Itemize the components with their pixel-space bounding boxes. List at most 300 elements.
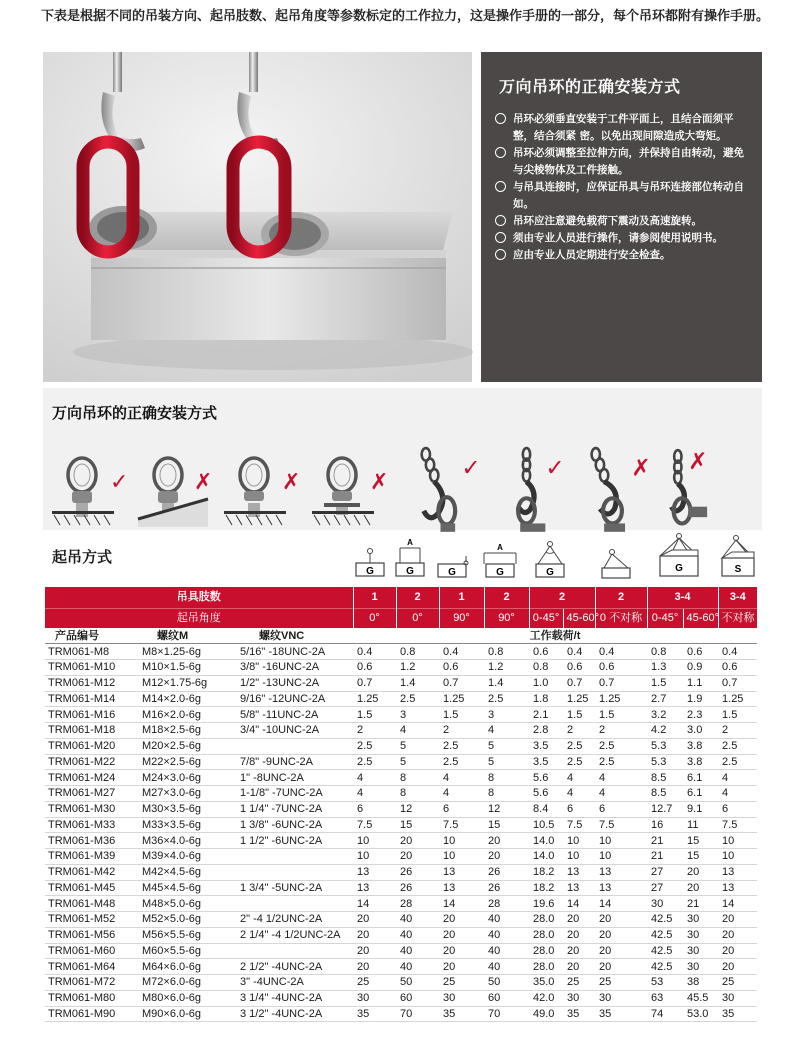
load-cell: 4 (353, 770, 396, 786)
table-row (45, 849, 757, 865)
product-code-cell: TRM061-M90 (45, 1006, 139, 1022)
load-cell: 0.8 (484, 644, 529, 660)
mount-slope-wrong-icon (138, 446, 218, 536)
product-code-cell: TRM061-M64 (45, 959, 139, 975)
legs-cell: 3-4 (647, 587, 718, 608)
load-cell: 26 (396, 880, 439, 896)
load-cell: 35 (563, 1006, 595, 1022)
load-cell: 15 (484, 817, 529, 833)
table-row (45, 754, 757, 770)
load-cell: 0.6 (439, 660, 484, 676)
load-cell: 20 (396, 833, 439, 849)
load-cell: 25 (439, 975, 484, 991)
table-row (45, 660, 757, 676)
product-code-cell: TRM061-M18 (45, 723, 139, 739)
check-mark: ✓ (110, 470, 129, 495)
g-letter: G (406, 566, 414, 577)
load-cell: 10 (595, 849, 647, 865)
load-cell: 74 (647, 1006, 683, 1022)
load-cell: 30 (647, 896, 683, 912)
thread-m-cell: M18×2.5-6g (139, 723, 237, 739)
load-cell: 21 (683, 896, 718, 912)
thread-m-cell: M39×4.0-6g (139, 849, 237, 865)
g-letter: G (366, 566, 374, 577)
load-cell: 0.7 (718, 675, 757, 691)
load-cell: 6 (718, 801, 757, 817)
load-cell: 0.4 (718, 644, 757, 660)
load-cell: 8 (484, 770, 529, 786)
load-cell: 4 (595, 786, 647, 802)
load-cell: 20 (718, 927, 757, 943)
load-cell: 4 (563, 786, 595, 802)
product-code-cell: TRM061-M24 (45, 770, 139, 786)
angle-cell: 90° (439, 608, 484, 628)
load-cell: 25 (595, 975, 647, 991)
product-code-cell: TRM061-M80 (45, 990, 139, 1006)
thread-vnc-cell: 1" -8UNC-2A (237, 770, 353, 786)
load-cell: 6 (563, 801, 595, 817)
circle-bullet-icon (495, 215, 506, 226)
angle-cell: 不对称 (718, 608, 757, 628)
load-cell: 10 (563, 833, 595, 849)
thread-vnc-cell: 1 1/4" -7UNC-2A (237, 801, 353, 817)
load-cell: 13 (353, 864, 396, 880)
load-cell: 18.2 (529, 864, 563, 880)
load-cell: 1.1 (683, 675, 718, 691)
load-cell: 13 (563, 880, 595, 896)
load-cell: 3.2 (647, 707, 683, 723)
load-cell: 1.2 (396, 660, 439, 676)
load-cell: 20 (439, 912, 484, 928)
load-cell: 20 (595, 927, 647, 943)
load-cell: 3 (396, 707, 439, 723)
intro-text: 下表是根据不同的吊装方向、起吊肢数、起吊角度等参数标定的工作拉力，这是操作手册的一部分，每个吊环都附有操作手册。 (41, 9, 770, 24)
infobox-item: 须由专业人员进行操作，请参阅使用说明书。 (495, 230, 748, 247)
load-cell: 6.1 (683, 786, 718, 802)
load-cell: 1.4 (396, 675, 439, 691)
load-cell: 2.5 (484, 691, 529, 707)
table-row (45, 770, 757, 786)
angle-cell: 90° (484, 608, 529, 628)
load-cell: 35 (595, 1006, 647, 1022)
g-letter: G (675, 563, 683, 574)
load-cell: 40 (396, 927, 439, 943)
load-cell: 7.5 (718, 817, 757, 833)
load-cell: 1.5 (563, 707, 595, 723)
table-row (45, 817, 757, 833)
load-cell: 1.25 (595, 691, 647, 707)
load-cell: 2.1 (529, 707, 563, 723)
thread-vnc-cell: 2 1/4" -4 1/2UNC-2A (237, 927, 353, 943)
legs-header-row (45, 587, 757, 608)
load-cell: 4.2 (647, 723, 683, 739)
load-cell: 6 (595, 801, 647, 817)
load-cell: 40 (396, 943, 439, 959)
load-cell: 0.6 (529, 644, 563, 660)
load-cell: 12 (484, 801, 529, 817)
load-cell: 8.5 (647, 786, 683, 802)
cross-mark: ✗ (370, 470, 389, 495)
load-cell: 45.5 (683, 990, 718, 1006)
load-cell: 0.7 (353, 675, 396, 691)
load-cell: 2.5 (439, 738, 484, 754)
load-cell: 14 (353, 896, 396, 912)
thread-m-cell: M27×3.0-6g (139, 786, 237, 802)
load-cell: 20 (563, 959, 595, 975)
circle-bullet-icon (495, 232, 506, 243)
load-cell: 14.0 (529, 833, 563, 849)
load-cell: 5.6 (529, 786, 563, 802)
table-row (45, 959, 757, 975)
table-body (45, 644, 757, 1022)
load-cell: 2 (563, 723, 595, 739)
load-cell: 5 (396, 738, 439, 754)
thread-vnc-cell: 3 1/2" -4UNC-2A (237, 1006, 353, 1022)
load-cell: 20 (718, 912, 757, 928)
lift-double-angle-icon (532, 540, 568, 580)
load-cell: 28 (396, 896, 439, 912)
load-cell: 1.4 (484, 675, 529, 691)
thread-m-cell: M12×1.75-6g (139, 675, 237, 691)
load-cell: 4 (396, 723, 439, 739)
hook-twisted-wrong-icon (584, 446, 664, 536)
s-letter: S (734, 564, 742, 575)
load-cell: 21 (647, 833, 683, 849)
load-cell: 26 (396, 864, 439, 880)
thread-m-cell: M90×6.0-6g (139, 1006, 237, 1022)
load-cell: 20 (595, 959, 647, 975)
load-cell: 30 (683, 927, 718, 943)
thread-vnc-cell: 1 3/8" -6UNC-2A (237, 817, 353, 833)
g-letter: G (546, 567, 554, 578)
load-cell: 20 (439, 959, 484, 975)
load-cell: 0.8 (529, 660, 563, 676)
load-cell: 60 (484, 990, 529, 1006)
load-cell: 2 (353, 723, 396, 739)
product-code-cell: TRM061-M45 (45, 880, 139, 896)
thread-m-cell: M48×5.0-6g (139, 896, 237, 912)
load-cell: 10.5 (529, 817, 563, 833)
legs-cell: 2 (484, 587, 529, 608)
load-cell: 10 (595, 833, 647, 849)
thread-vnc-cell (237, 864, 353, 880)
table-row (45, 943, 757, 959)
load-cell: 13 (718, 864, 757, 880)
load-cell: 20 (353, 912, 396, 928)
load-cell: 2.5 (595, 738, 647, 754)
load-cell: 28.0 (529, 927, 563, 943)
installation-section-title: 万向吊环的正确安装方式 (52, 404, 218, 422)
hook-vertical-correct-icon (498, 446, 578, 536)
thread-vnc-cell: 3" -4UNC-2A (237, 975, 353, 991)
load-cell: 50 (396, 975, 439, 991)
load-cell: 28.0 (529, 912, 563, 928)
table-row (45, 833, 757, 849)
load-cell: 35 (439, 1006, 484, 1022)
load-cell: 26 (484, 880, 529, 896)
load-cell: 4 (439, 770, 484, 786)
load-cell: 28 (484, 896, 529, 912)
load-cell: 19.6 (529, 896, 563, 912)
load-cell: 8.5 (647, 770, 683, 786)
angle-cell: 45-60° (683, 608, 718, 628)
infobox-item: 与吊具连接时，应保证吊具与吊环连接部位转动自如。 (495, 179, 748, 213)
load-cell: 14 (439, 896, 484, 912)
angle-cell: 0-45° (529, 608, 563, 628)
load-cell: 53 (647, 975, 683, 991)
load-cell: 2.5 (595, 754, 647, 770)
load-cell: 35 (718, 1006, 757, 1022)
load-cell: 20 (683, 880, 718, 896)
load-cell: 42.5 (647, 927, 683, 943)
load-cell: 0.6 (683, 644, 718, 660)
load-cell: 2.5 (396, 691, 439, 707)
lift-multi-leg-icon (652, 532, 706, 580)
legs-cell: 2 (396, 587, 439, 608)
load-cell: 25 (718, 975, 757, 991)
cross-mark: ✗ (631, 455, 651, 482)
thread-vnc-cell: 3/8" -16UNC-2A (237, 660, 353, 676)
thread-vnc-cell: 1/2" -13UNC-2A (237, 675, 353, 691)
thread-m-cell: M36×4.0-6g (139, 833, 237, 849)
load-cell: 3.0 (683, 723, 718, 739)
load-cell: 40 (484, 943, 529, 959)
load-cell: 20 (439, 943, 484, 959)
thread-m-cell: M42×4.5-6g (139, 864, 237, 880)
a-letter: A (407, 538, 413, 547)
load-cell: 0.4 (439, 644, 484, 660)
load-cell: 28.0 (529, 943, 563, 959)
load-cell: 10 (353, 849, 396, 865)
angle-cell: 0° (353, 608, 396, 628)
load-cell: 40 (396, 912, 439, 928)
load-cell: 5 (484, 738, 529, 754)
product-code-cell: TRM061-M36 (45, 833, 139, 849)
load-cell: 28.0 (529, 959, 563, 975)
table-row (45, 801, 757, 817)
cross-mark: ✗ (688, 449, 708, 476)
product-code-cell: TRM061-M30 (45, 801, 139, 817)
load-cell: 13 (595, 880, 647, 896)
legs-cell: 3-4 (718, 587, 757, 608)
load-cell: 20 (353, 927, 396, 943)
product-code-cell: TRM061-M12 (45, 675, 139, 691)
infobox-list (495, 111, 748, 264)
load-cell: 3.5 (529, 754, 563, 770)
load-cell: 1.5 (595, 707, 647, 723)
load-cell: 6 (353, 801, 396, 817)
table-row (45, 975, 757, 991)
thread-m-cell: M33×3.5-6g (139, 817, 237, 833)
lift-double-side-icon (480, 542, 520, 580)
col-thread-vnc: 螺纹VNC (237, 628, 353, 644)
table-row (45, 707, 757, 723)
thread-vnc-cell: 9/16" -12UNC-2A (237, 691, 353, 707)
load-cell: 30 (439, 990, 484, 1006)
load-cell: 30 (563, 990, 595, 1006)
angle-cell: 45-60° (563, 608, 595, 628)
thread-vnc-cell: 7/8" -9UNC-2A (237, 754, 353, 770)
load-cell: 20 (563, 912, 595, 928)
load-cell: 63 (647, 990, 683, 1006)
load-cell: 6.1 (683, 770, 718, 786)
load-cell: 10 (439, 833, 484, 849)
load-cell: 15 (396, 817, 439, 833)
load-cell: 20 (396, 849, 439, 865)
load-cell: 13 (439, 880, 484, 896)
load-cell: 30 (595, 990, 647, 1006)
legs-label: 吊具肢数 (45, 587, 353, 608)
load-cell: 2.5 (563, 754, 595, 770)
thread-m-cell: M14×2.0-6g (139, 691, 237, 707)
table-row (45, 738, 757, 754)
load-cell: 14 (718, 896, 757, 912)
load-cell: 13 (439, 864, 484, 880)
product-code-cell: TRM061-M20 (45, 738, 139, 754)
load-cell: 1.9 (683, 691, 718, 707)
load-cell: 20 (718, 959, 757, 975)
load-cell: 53.0 (683, 1006, 718, 1022)
load-cell: 5.3 (647, 754, 683, 770)
circle-bullet-icon (495, 147, 506, 158)
table-row (45, 1006, 757, 1022)
load-cell: 2.5 (353, 754, 396, 770)
load-cell: 3.8 (683, 754, 718, 770)
load-cell: 20 (563, 943, 595, 959)
product-code-cell: TRM061-M48 (45, 896, 139, 912)
load-cell: 4 (718, 770, 757, 786)
mount-gap-wrong-icon (224, 446, 304, 536)
load-cell: 4 (563, 770, 595, 786)
col-thread-m: 螺纹M (139, 628, 237, 644)
check-mark: ✓ (461, 455, 481, 482)
load-cell: 0.6 (718, 660, 757, 676)
load-cell: 8 (396, 786, 439, 802)
angle-cell: 0° (396, 608, 439, 628)
lift-single-vertical-icon (352, 548, 388, 578)
product-code-cell: TRM061-M8 (45, 644, 139, 660)
load-cell: 3 (484, 707, 529, 723)
table-row (45, 723, 757, 739)
load-cell: 20 (439, 927, 484, 943)
load-cell: 5.6 (529, 770, 563, 786)
product-code-cell: TRM061-M60 (45, 943, 139, 959)
load-cell: 4 (484, 723, 529, 739)
load-cell: 10 (439, 849, 484, 865)
thread-m-cell: M52×5.0-6g (139, 912, 237, 928)
load-cell: 12.7 (647, 801, 683, 817)
load-cell: 14.0 (529, 849, 563, 865)
load-cell: 16 (647, 817, 683, 833)
load-cell: 40 (484, 959, 529, 975)
cross-mark: ✗ (194, 470, 213, 495)
load-cell: 40 (484, 912, 529, 928)
thread-vnc-cell: 1-1/8" -7UNC-2A (237, 786, 353, 802)
column-header-row (45, 628, 757, 644)
load-cell: 2.3 (683, 707, 718, 723)
thread-vnc-cell: 1 1/2" -6UNC-2A (237, 833, 353, 849)
load-cell: 7.5 (595, 817, 647, 833)
load-cell: 42.5 (647, 912, 683, 928)
thread-vnc-cell: 5/8" -11UNC-2A (237, 707, 353, 723)
lift-single-side-icon (436, 554, 476, 580)
table-row (45, 990, 757, 1006)
load-cell: 20 (595, 912, 647, 928)
load-cell: 11 (683, 817, 718, 833)
load-cell: 10 (718, 849, 757, 865)
load-cell: 35.0 (529, 975, 563, 991)
thread-vnc-cell (237, 738, 353, 754)
thread-vnc-cell: 1 3/4" -5UNC-2A (237, 880, 353, 896)
circle-bullet-icon (495, 113, 506, 124)
thread-m-cell: M30×3.5-6g (139, 801, 237, 817)
lift-double-vertical-icon (392, 536, 428, 578)
g-letter: G (496, 567, 504, 578)
mount-washer-wrong-icon (312, 446, 392, 536)
load-cell: 42.0 (529, 990, 563, 1006)
table-row (45, 864, 757, 880)
load-cell: 5 (484, 754, 529, 770)
thread-m-cell: M80×6.0-6g (139, 990, 237, 1006)
load-cell: 0.8 (396, 644, 439, 660)
product-photo (43, 52, 472, 382)
load-cell: 2 (439, 723, 484, 739)
legs-cell: 2 (595, 587, 647, 608)
thread-m-cell: M24×3.0-6g (139, 770, 237, 786)
legs-cell: 2 (529, 587, 595, 608)
installation-infobox (481, 52, 762, 382)
load-cell: 25 (353, 975, 396, 991)
load-cell: 4 (439, 786, 484, 802)
thread-vnc-cell: 5/16" -18UNC-2A (237, 644, 353, 660)
load-cell: 15 (683, 833, 718, 849)
load-cell: 49.0 (529, 1006, 563, 1022)
load-cell: 2.5 (563, 738, 595, 754)
load-cell: 0.6 (595, 660, 647, 676)
load-cell: 15 (683, 849, 718, 865)
load-cell: 50 (484, 975, 529, 991)
load-cell: 0.8 (647, 644, 683, 660)
load-cell: 0.7 (595, 675, 647, 691)
angle-cell: 0-45° (647, 608, 683, 628)
load-cell: 35 (353, 1006, 396, 1022)
load-cell: 7.5 (563, 817, 595, 833)
load-cell: 5.3 (647, 738, 683, 754)
load-cell: 8.4 (529, 801, 563, 817)
load-cell: 27 (647, 880, 683, 896)
load-cell: 9.1 (683, 801, 718, 817)
product-code-cell: TRM061-M16 (45, 707, 139, 723)
thread-vnc-cell: 3/4" -10UNC-2A (237, 723, 353, 739)
load-cell: 20 (353, 943, 396, 959)
load-cell: 2.7 (647, 691, 683, 707)
thread-m-cell: M20×2.5-6g (139, 738, 237, 754)
infobox-item: 吊环应注意避免载荷下震动及高速旋转。 (495, 213, 748, 230)
load-cell: 70 (484, 1006, 529, 1022)
angle-label: 起吊角度 (45, 608, 353, 628)
load-cell: 5 (396, 754, 439, 770)
product-code-cell: TRM061-M14 (45, 691, 139, 707)
product-code-cell: TRM061-M72 (45, 975, 139, 991)
load-cell: 6 (439, 801, 484, 817)
load-cell: 20 (683, 864, 718, 880)
load-cell: 0.6 (353, 660, 396, 676)
load-cell: 42.5 (647, 943, 683, 959)
load-cell: 2.5 (718, 754, 757, 770)
load-cell: 2.5 (353, 738, 396, 754)
load-cell: 0.4 (353, 644, 396, 660)
thread-vnc-cell: 3 1/4" -4UNC-2A (237, 990, 353, 1006)
